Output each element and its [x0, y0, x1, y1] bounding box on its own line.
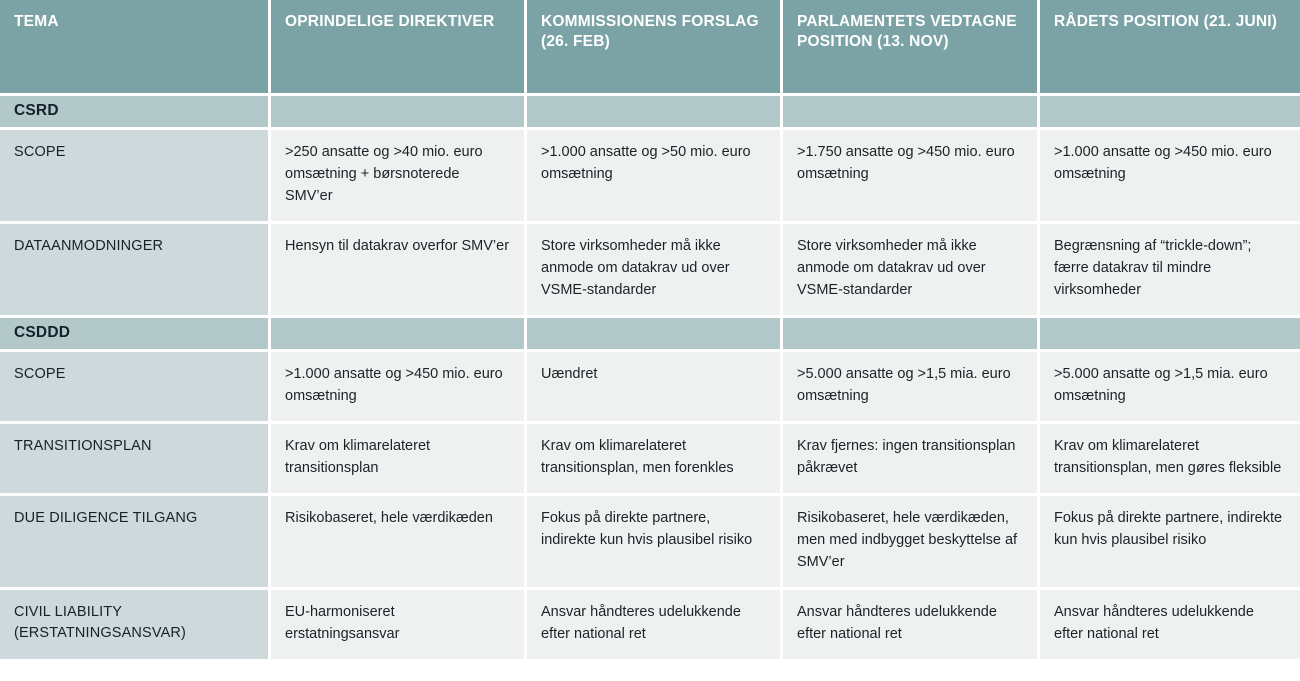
- row-theme-label: DATAANMODNINGER: [0, 224, 271, 318]
- section-spacer-cell: [783, 318, 1040, 352]
- cell-original-directives: Hensyn til datakrav overfor SMV’er: [271, 224, 527, 318]
- cell-council-position: Begrænsning af “trickle-down”; færre datakrav til mindre virksomheder: [1040, 224, 1300, 318]
- column-header-kommissionens-forslag: KOMMISSIONENS FORSLAG (26. FEB): [527, 0, 783, 96]
- section-spacer-cell: [1040, 318, 1300, 352]
- cell-parliament-position: Krav fjernes: ingen transitionsplan påkrævet: [783, 424, 1040, 496]
- table-body: [0, 96, 1300, 659]
- table-row: [0, 130, 1300, 224]
- table-row: [0, 424, 1300, 496]
- cell-parliament-position: >5.000 ansatte og >1,5 mia. euro omsætning: [783, 352, 1040, 424]
- table-row: [0, 352, 1300, 424]
- section-spacer-cell: [783, 96, 1040, 130]
- table-header: [0, 0, 1300, 96]
- column-header-tema: TEMA: [0, 0, 271, 96]
- table-row: [0, 496, 1300, 590]
- column-header-oprindelige-direktiver: OPRINDELIGE DIREKTIVER: [271, 0, 527, 96]
- cell-council-position: Krav om klimarelateret transitionsplan, men gøres fleksible: [1040, 424, 1300, 496]
- cell-original-directives: >1.000 ansatte og >450 mio. euro omsætning: [271, 352, 527, 424]
- section-spacer-cell: [271, 96, 527, 130]
- section-row-csrd: [0, 96, 1300, 130]
- cell-parliament-position: >1.750 ansatte og >450 mio. euro omsætning: [783, 130, 1040, 224]
- row-theme-label: CIVIL LIABILITY (ERSTATNINGSANSVAR): [0, 590, 271, 659]
- cell-original-directives: Risikobaseret, hele værdikæden: [271, 496, 527, 590]
- cell-original-directives: >250 ansatte og >40 mio. euro omsætning + børsnoterede SMV’er: [271, 130, 527, 224]
- row-theme-label: DUE DILIGENCE TILGANG: [0, 496, 271, 590]
- section-spacer-cell: [271, 318, 527, 352]
- row-theme-label: SCOPE: [0, 352, 271, 424]
- cell-council-position: >1.000 ansatte og >450 mio. euro omsætning: [1040, 130, 1300, 224]
- section-spacer-cell: [1040, 96, 1300, 130]
- cell-commission-proposal: Fokus på direkte partnere, indirekte kun hvis plausibel risiko: [527, 496, 783, 590]
- cell-commission-proposal: Store virksomheder må ikke anmode om datakrav ud over VSME-standarder: [527, 224, 783, 318]
- cell-council-position: >5.000 ansatte og >1,5 mia. euro omsætning: [1040, 352, 1300, 424]
- cell-commission-proposal: Ansvar håndteres udelukkende efter national ret: [527, 590, 783, 659]
- cell-parliament-position: Ansvar håndteres udelukkende efter national ret: [783, 590, 1040, 659]
- cell-commission-proposal: Uændret: [527, 352, 783, 424]
- cell-parliament-position: Risikobaseret, hele værdikæden, men med indbygget beskyttelse af SMV’er: [783, 496, 1040, 590]
- cell-commission-proposal: Krav om klimarelateret transitionsplan, men forenkles: [527, 424, 783, 496]
- cell-council-position: Fokus på direkte partnere, indirekte kun hvis plausibel risiko: [1040, 496, 1300, 590]
- section-spacer-cell: [527, 96, 783, 130]
- section-title-csrd: CSRD: [0, 96, 271, 130]
- table-row: [0, 224, 1300, 318]
- section-row-csddd: [0, 318, 1300, 352]
- section-title-csddd: CSDDD: [0, 318, 271, 352]
- cell-council-position: Ansvar håndteres udelukkende efter national ret: [1040, 590, 1300, 659]
- header-row: [0, 0, 1300, 96]
- cell-commission-proposal: >1.000 ansatte og >50 mio. euro omsætning: [527, 130, 783, 224]
- cell-original-directives: EU-harmoniseret erstatningsansvar: [271, 590, 527, 659]
- cell-parliament-position: Store virksomheder må ikke anmode om datakrav ud over VSME-standarder: [783, 224, 1040, 318]
- column-header-raadets-position: RÅDETS POSITION (21. JUNI): [1040, 0, 1300, 96]
- cell-original-directives: Krav om klimarelateret transitionsplan: [271, 424, 527, 496]
- row-theme-label: TRANSITIONSPLAN: [0, 424, 271, 496]
- row-theme-label: SCOPE: [0, 130, 271, 224]
- section-spacer-cell: [527, 318, 783, 352]
- column-header-parlamentets-position: PARLAMENTETS VEDTAGNE POSITION (13. NOV): [783, 0, 1040, 96]
- table-row: [0, 590, 1300, 659]
